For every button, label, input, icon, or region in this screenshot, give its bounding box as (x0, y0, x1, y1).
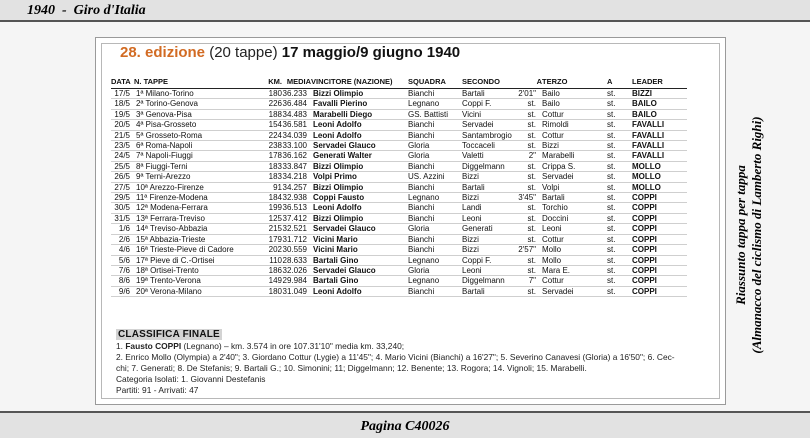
cell-stage: 8ª Fiuggi-Terni (134, 161, 255, 171)
cell-date: 8/6 (111, 276, 134, 286)
cell-winner: Leoni Adolfo (311, 120, 408, 130)
cell-second: Landi (462, 203, 517, 213)
cell-second: Coppi F. (462, 99, 517, 109)
cell-avg-speed: 36.233 (282, 89, 311, 99)
cell-km: 179 (255, 234, 282, 244)
cell-stage: 1ª Milano-Torino (134, 89, 255, 99)
starters-finishers: Partiti: 91 - Arrivati: 47 (116, 385, 199, 395)
cell-stage: 13ª Ferrara-Treviso (134, 213, 255, 223)
cell-leader: FAVALLI (632, 120, 687, 130)
cell-avg-speed: 33.847 (282, 161, 311, 171)
cell-team: Gloria (408, 141, 462, 151)
cell-second: Leoni (462, 265, 517, 275)
cell-avg-speed: 31.712 (282, 234, 311, 244)
cell-leader: COPPI (632, 276, 687, 286)
cell-winner: Servadei Glauco (311, 265, 408, 275)
cell-date: 23/5 (111, 141, 134, 151)
cell-avg-speed: 28.633 (282, 255, 311, 265)
cell-avg-speed: 30.559 (282, 245, 311, 255)
cell-second: Coppi F. (462, 255, 517, 265)
cell-stage: 4ª Pisa-Grosseto (134, 120, 255, 130)
cell-gap-second: st. (517, 213, 542, 223)
cell-leader: MOLLO (632, 161, 687, 171)
cell-gap-second: st. (517, 120, 542, 130)
cell-gap-third: st. (607, 109, 632, 119)
cell-stage: 12ª Modena-Ferrara (134, 203, 255, 213)
cell-stage: 17ª Pieve di C.-Ortisei (134, 255, 255, 265)
column-header-gap-third: A (607, 75, 632, 89)
side-caption-line-2: (Almanacco del ciclismo di Lamberto Righi) (749, 116, 764, 354)
cell-date: 24/5 (111, 151, 134, 161)
cell-winner: Volpi Primo (311, 172, 408, 182)
table-row (111, 286, 687, 296)
cell-avg-speed: 36.581 (282, 120, 311, 130)
table-row (111, 182, 687, 192)
cell-team: Gloria (408, 151, 462, 161)
cell-stage: 10ª Arezzo-Firenze (134, 182, 255, 192)
cell-team: Legnano (408, 99, 462, 109)
cell-second: Vicini (462, 109, 517, 119)
cell-gap-third: st. (607, 151, 632, 161)
cell-km: 149 (255, 276, 282, 286)
cell-second: Servadei (462, 120, 517, 130)
cell-team: Legnano (408, 193, 462, 203)
cell-km: 215 (255, 224, 282, 234)
cell-leader: FAVALLI (632, 141, 687, 151)
cell-third: Torchio (542, 203, 607, 213)
cell-gap-second: 2" (517, 151, 542, 161)
cell-second: Toccaceli (462, 141, 517, 151)
cell-team: Bianchi (408, 130, 462, 140)
cell-leader: FAVALLI (632, 151, 687, 161)
table-row (111, 245, 687, 255)
cell-km: 183 (255, 161, 282, 171)
cell-leader: MOLLO (632, 182, 687, 192)
cell-leader: COPPI (632, 224, 687, 234)
cell-date: 5/6 (111, 255, 134, 265)
cell-gap-second: 3'45" (517, 193, 542, 203)
cell-second: Bizzi (462, 193, 517, 203)
cell-second: Santambrogio (462, 130, 517, 140)
winner-name: Fausto COPPI (125, 341, 182, 351)
cell-winner: Leoni Adolfo (311, 203, 408, 213)
cell-date: 17/5 (111, 89, 134, 99)
edition-number: 28. edizione (120, 44, 206, 61)
cell-second: Bizzi (462, 234, 517, 244)
cell-leader: COPPI (632, 213, 687, 223)
cell-avg-speed: 36.513 (282, 203, 311, 213)
cell-date: 1/6 (111, 224, 134, 234)
cell-third: Cottur (542, 276, 607, 286)
cell-gap-third: st. (607, 99, 632, 109)
cell-km: 180 (255, 89, 282, 99)
cell-date: 9/6 (111, 286, 134, 296)
cell-third: Cottur (542, 130, 607, 140)
side-caption (733, 70, 801, 400)
cell-team: Bianchi (408, 234, 462, 244)
cell-winner: Marabelli Diego (311, 109, 408, 119)
cell-second: Diggelmann (462, 161, 517, 171)
page-heading: 1940 - Giro d'Italia (27, 3, 146, 18)
cell-team: Bianchi (408, 161, 462, 171)
column-header-avg-speed: MEDIA (282, 75, 311, 89)
cell-leader: BIZZI (632, 89, 687, 99)
cell-third: Leoni (542, 224, 607, 234)
table-row (111, 276, 687, 286)
cell-gap-second: 2'01" (517, 89, 542, 99)
cell-stage: 3ª Genova-Pisa (134, 109, 255, 119)
cell-team: Bianchi (408, 213, 462, 223)
cell-team: Bianchi (408, 286, 462, 296)
stages-table-body (111, 89, 687, 297)
cell-stage: 18ª Ortisei-Trento (134, 265, 255, 275)
final-classification-line-2: 2. Enrico Mollo (Olympia) a 2'40"; 3. Giordano Cottur (Lygie) a 11'45"; 4. Mario Vicini (Bianchi) a 16'27"; 5. Severino Canavesi (Gloria) a 16'50"; 6. Cec- (116, 352, 675, 362)
cell-winner: Vicini Mario (311, 245, 408, 255)
table-row (111, 120, 687, 130)
cell-stage: 5ª Grosseto-Roma (134, 130, 255, 140)
final-classification-line-1 (116, 341, 404, 351)
cell-stage: 20ª Verona-Milano (134, 286, 255, 296)
cell-gap-second: st. (517, 182, 542, 192)
cell-avg-speed: 32.938 (282, 193, 311, 203)
cell-date: 31/5 (111, 213, 134, 223)
cell-avg-speed: 36.162 (282, 151, 311, 161)
cell-date: 20/5 (111, 120, 134, 130)
table-row (111, 151, 687, 161)
footer-bar (0, 411, 810, 438)
table-row (111, 213, 687, 223)
cell-third: Bartali (542, 193, 607, 203)
cell-date: 21/5 (111, 130, 134, 140)
cell-stage: 16ª Trieste-Pieve di Cadore (134, 245, 255, 255)
cell-gap-second: st. (517, 286, 542, 296)
cell-leader: COPPI (632, 265, 687, 275)
cell-third: Cottur (542, 234, 607, 244)
cell-leader: FAVALLI (632, 130, 687, 140)
cell-date: 26/5 (111, 172, 134, 182)
cell-stage: 7ª Napoli-Fiuggi (134, 151, 255, 161)
column-header-leader: LEADER (632, 75, 687, 89)
cell-date: 25/5 (111, 161, 134, 171)
cell-gap-third: st. (607, 172, 632, 182)
cell-team: Bianchi (408, 89, 462, 99)
table-row (111, 193, 687, 203)
final-classification-title: CLASSIFICA FINALE (118, 329, 220, 340)
isolated-category: Categoria Isolati: 1. Giovanni Destefanis (116, 374, 266, 384)
cell-gap-second: 7" (517, 276, 542, 286)
cell-gap-second: 2'57" (517, 245, 542, 255)
cell-avg-speed: 32.521 (282, 224, 311, 234)
cell-gap-third: st. (607, 130, 632, 140)
cell-team: Gloria (408, 224, 462, 234)
cell-km: 154 (255, 120, 282, 130)
table-row (111, 255, 687, 265)
cell-third: Servadei (542, 286, 607, 296)
cell-third: Bailo (542, 99, 607, 109)
cell-third: Mara E. (542, 265, 607, 275)
cell-gap-second: st. (517, 203, 542, 213)
cell-gap-third: st. (607, 89, 632, 99)
final-classification-line-3: chi; 7. Generati; 8. De Stefanis; 9. Bartali G.; 10. Simonini; 11; Diggelmann; 12. Benente; 13. Rogora; 14. Vignoli; 15. Marabelli. (116, 363, 587, 373)
cell-gap-third: st. (607, 234, 632, 244)
cell-avg-speed: 34.483 (282, 109, 311, 119)
side-caption-line-1: Riassunto tappa per tappa (733, 165, 748, 305)
cell-km: 199 (255, 203, 282, 213)
cell-avg-speed: 31.049 (282, 286, 311, 296)
cell-winner: Bizzi Olimpio (311, 161, 408, 171)
winner-details: (Legnano) – km. 3.574 in ore 107.31'10" media km. 33,240; (181, 341, 405, 351)
cell-date: 29/5 (111, 193, 134, 203)
cell-leader: COPPI (632, 255, 687, 265)
cell-gap-second: st. (517, 161, 542, 171)
cell-team: Bianchi (408, 182, 462, 192)
cell-stage: 14ª Treviso-Abbazia (134, 224, 255, 234)
cell-gap-third: st. (607, 161, 632, 171)
cell-avg-speed: 36.484 (282, 99, 311, 109)
cell-leader: MOLLO (632, 172, 687, 182)
cell-team: GS. Battisti (408, 109, 462, 119)
table-row (111, 130, 687, 140)
cell-avg-speed: 34.257 (282, 182, 311, 192)
winner-rank: 1. (116, 341, 126, 351)
cell-km: 202 (255, 245, 282, 255)
cell-winner: Servadei Glauco (311, 224, 408, 234)
cell-km: 184 (255, 193, 282, 203)
cell-winner: Leoni Adolfo (311, 286, 408, 296)
cell-stage: 9ª Terni-Arezzo (134, 172, 255, 182)
cell-km: 125 (255, 213, 282, 223)
cell-team: Bianchi (408, 120, 462, 130)
cell-third: Crippa S. (542, 161, 607, 171)
cell-km: 238 (255, 141, 282, 151)
cell-avg-speed: 34.039 (282, 130, 311, 140)
cell-gap-second: st. (517, 224, 542, 234)
cell-gap-second: st. (517, 255, 542, 265)
cell-avg-speed: 32.026 (282, 265, 311, 275)
column-header-third: TERZO (542, 75, 607, 89)
cell-gap-second: st. (517, 99, 542, 109)
cell-date: 2/6 (111, 234, 134, 244)
cell-team: Bianchi (408, 203, 462, 213)
cell-third: Bizzi (542, 141, 607, 151)
cell-third: Servadei (542, 172, 607, 182)
cell-second: Diggelmann (462, 276, 517, 286)
table-header-row (111, 75, 687, 89)
cell-winner: Bizzi Olimpio (311, 89, 408, 99)
cell-third: Volpi (542, 182, 607, 192)
cell-third: Doccini (542, 213, 607, 223)
cell-leader: COPPI (632, 203, 687, 213)
cell-date: 27/5 (111, 182, 134, 192)
stages-table-head (111, 75, 687, 89)
table-row (111, 224, 687, 234)
stages-table (111, 75, 687, 297)
side-caption-text (733, 70, 765, 400)
cell-gap-second: st. (517, 172, 542, 182)
cell-leader: BAILO (632, 109, 687, 119)
header-bar (0, 0, 810, 22)
column-header-winner: VINCITORE (NAZIONE) (311, 75, 408, 89)
cell-team: Legnano (408, 276, 462, 286)
cell-date: 7/6 (111, 265, 134, 275)
table-row (111, 99, 687, 109)
cell-winner: Bartali Gino (311, 255, 408, 265)
cell-gap-third: st. (607, 224, 632, 234)
cell-gap-third: st. (607, 120, 632, 130)
cell-gap-third: st. (607, 182, 632, 192)
cell-avg-speed: 37.412 (282, 213, 311, 223)
cell-team: US. Azzini (408, 172, 462, 182)
cell-gap-third: st. (607, 255, 632, 265)
cell-avg-speed: 29.984 (282, 276, 311, 286)
cell-stage: 15ª Abbazia-Trieste (134, 234, 255, 244)
column-header-date: DATA (111, 75, 134, 89)
cell-team: Bianchi (408, 245, 462, 255)
cell-gap-third: st. (607, 141, 632, 151)
cell-gap-second: st. (517, 130, 542, 140)
cell-stage: 2ª Torino-Genova (134, 99, 255, 109)
edition-heading (120, 44, 460, 61)
cell-third: Mollo (542, 245, 607, 255)
table-row (111, 265, 687, 275)
cell-leader: COPPI (632, 245, 687, 255)
cell-gap-third: st. (607, 265, 632, 275)
cell-avg-speed: 34.218 (282, 172, 311, 182)
cell-gap-third: st. (607, 213, 632, 223)
cell-third: Marabelli (542, 151, 607, 161)
cell-gap-second: st. (517, 265, 542, 275)
cell-winner: Bartali Gino (311, 276, 408, 286)
cell-avg-speed: 33.100 (282, 141, 311, 151)
cell-second: Bartali (462, 182, 517, 192)
cell-winner: Generati Walter (311, 151, 408, 161)
cell-km: 180 (255, 286, 282, 296)
table-row (111, 109, 687, 119)
column-header-gap-second: A (517, 75, 542, 89)
cell-winner: Coppi Fausto (311, 193, 408, 203)
edition-stages: (20 tappe) (209, 44, 278, 61)
cell-km: 226 (255, 99, 282, 109)
page-label: Pagina C40026 (360, 419, 450, 434)
cell-date: 30/5 (111, 203, 134, 213)
cell-second: Leoni (462, 213, 517, 223)
cell-date: 4/6 (111, 245, 134, 255)
cell-team: Legnano (408, 255, 462, 265)
column-header-team: SQUADRA (408, 75, 462, 89)
cell-team: Gloria (408, 265, 462, 275)
cell-stage: 19ª Trento-Verona (134, 276, 255, 286)
column-header-km: KM. (255, 75, 282, 89)
cell-winner: Bizzi Olimpio (311, 213, 408, 223)
cell-leader: COPPI (632, 193, 687, 203)
cell-winner: Leoni Adolfo (311, 130, 408, 140)
table-row (111, 172, 687, 182)
cell-gap-second: st. (517, 109, 542, 119)
cell-winner: Bizzi Olimpio (311, 182, 408, 192)
cell-third: Rimoldi (542, 120, 607, 130)
table-row (111, 203, 687, 213)
cell-km: 110 (255, 255, 282, 265)
cell-leader: COPPI (632, 234, 687, 244)
cell-km: 178 (255, 151, 282, 161)
edition-dates: 17 maggio/9 giugno 1940 (281, 44, 461, 61)
cell-date: 18/5 (111, 99, 134, 109)
cell-gap-third: st. (607, 286, 632, 296)
cell-winner: Vicini Mario (311, 234, 408, 244)
cell-km: 186 (255, 265, 282, 275)
cell-second: Bartali (462, 89, 517, 99)
table-row (111, 141, 687, 151)
cell-gap-third: st. (607, 276, 632, 286)
cell-date: 19/5 (111, 109, 134, 119)
cell-gap-second: st. (517, 141, 542, 151)
column-header-stage: N. TAPPE (134, 75, 255, 89)
cell-winner: Favalli Pierino (311, 99, 408, 109)
column-header-second: SECONDO (462, 75, 517, 89)
cell-leader: COPPI (632, 286, 687, 296)
cell-km: 224 (255, 130, 282, 140)
cell-winner: Servadei Glauco (311, 141, 408, 151)
cell-leader: BAILO (632, 99, 687, 109)
cell-third: Mollo (542, 255, 607, 265)
cell-gap-second: st. (517, 234, 542, 244)
cell-gap-third: st. (607, 193, 632, 203)
cell-second: Valetti (462, 151, 517, 161)
cell-third: Cottur (542, 109, 607, 119)
cell-gap-third: st. (607, 245, 632, 255)
cell-km: 188 (255, 109, 282, 119)
cell-second: Bartali (462, 286, 517, 296)
table-row (111, 89, 687, 99)
cell-second: Bizzi (462, 245, 517, 255)
cell-third: Bailo (542, 89, 607, 99)
cell-second: Bizzi (462, 172, 517, 182)
cell-stage: 6ª Roma-Napoli (134, 141, 255, 151)
table-row (111, 161, 687, 171)
cell-km: 183 (255, 172, 282, 182)
table-row (111, 234, 687, 244)
cell-km: 91 (255, 182, 282, 192)
cell-stage: 11ª Firenze-Modena (134, 193, 255, 203)
cell-gap-third: st. (607, 203, 632, 213)
cell-second: Generati (462, 224, 517, 234)
